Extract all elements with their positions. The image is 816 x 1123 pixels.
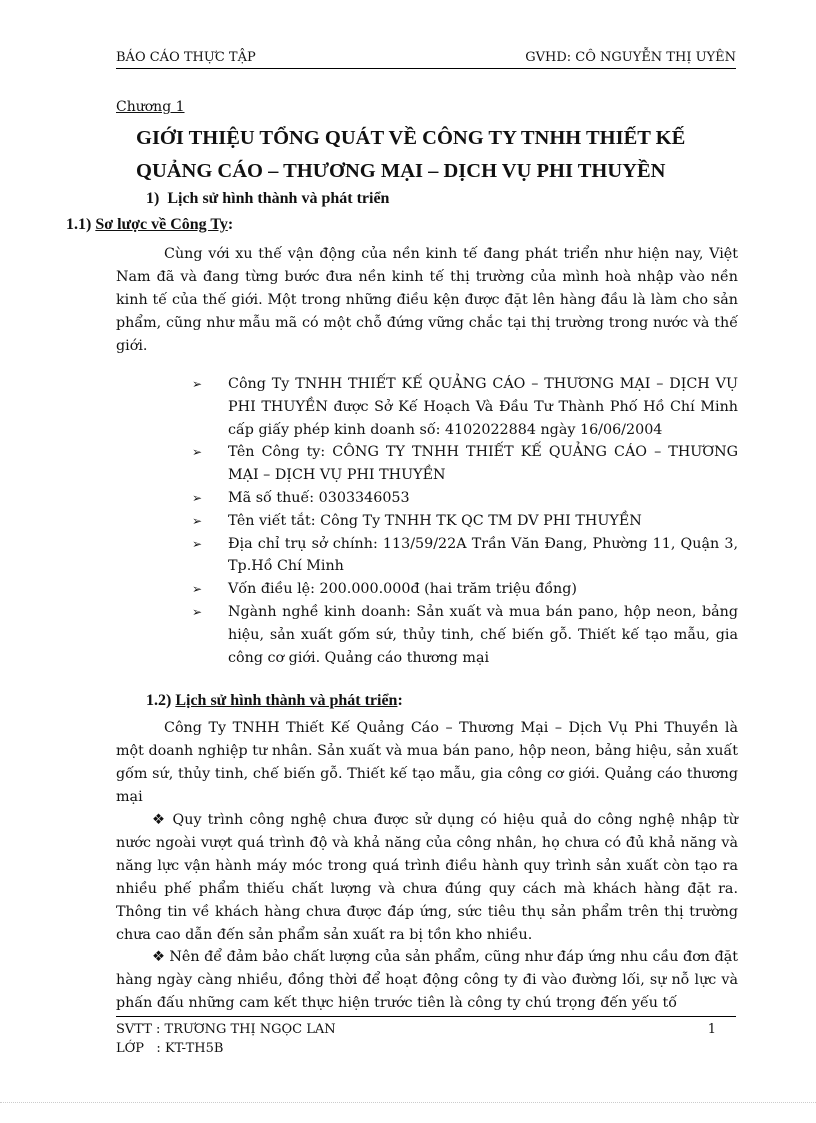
list-item (192, 601, 738, 669)
section-1-1-number: 1.1) (66, 216, 92, 233)
section-1-1-text: Sơ lược về Công Ty (95, 216, 228, 233)
arrow-bullet-icon: ➢ (192, 604, 203, 619)
arrow-bullet-icon: ➢ (192, 445, 203, 460)
header-supervisor: GVHD: CÔ NGUYỄN THỊ UYÊN (525, 50, 736, 65)
page-edge-divider (0, 1102, 816, 1103)
footer-row (116, 1020, 736, 1039)
chapter-title-line-1: GIỚI THIỆU TỔNG QUÁT VỀ CÔNG TY TNHH THIẾT KẾ (136, 127, 686, 149)
list-item (192, 510, 738, 533)
section-1-text: Lịch sử hình thành và phát triển (167, 190, 390, 207)
intro-paragraph: Cùng với xu thế vận động của nền kinh tế đang phát triển như hiện nay, Việt Nam đã và đang từng bước đưa nền kinh tế thị trường của mình hoà nhập vào nền kinh tế của thế giới. Một trong những điều kện được đặt lên hàng đầu là làm cho sản phẩm, cũng như mẫu mã có một chỗ đứng vững chắc tại thị trường trong nước và thế giới. (116, 246, 738, 354)
arrow-bullet-icon: ➢ (192, 513, 203, 528)
list-item-text: Mã số thuế: 0303346053 (228, 489, 410, 506)
point-1-paragraph (116, 809, 738, 947)
point-2-paragraph (116, 946, 738, 1015)
list-item (192, 487, 738, 510)
page-header (116, 50, 736, 69)
history-paragraph: Công Ty TNHH Thiết Kế Quảng Cáo – Thương Mại – Dịch Vụ Phi Thuyền là một doanh nghiệp tư nhân. Sản xuất và mua bán pano, hộp neon, bảng hiệu, sản xuất gốm sứ, thủy tinh, chế biến gỗ. Thiết kế tạo mẫu, gia công cơ giới. Quảng cáo thương mại (116, 720, 738, 805)
point-2-text: Nên để đảm bảo chất lượng của sản phẩm, cũng như đáp ứng nhu cầu đơn đặt hàng ngày càng nhiều, đồng thời để hoạt động công ty đi vào đường lối, sự nỗ lực và phấn đấu những cam kết thực hiện trước tiên là công ty chú trọng đến yếu tố (116, 949, 738, 1011)
section-1-2-colon: : (397, 692, 403, 709)
point-1-text: Quy trình công nghệ chưa được sử dụng có hiệu quả do công nghệ nhập từ nước ngoài vượt quá trình độ và khả năng của công nhân, họ chưa có đủ khả năng và năng lực vận hành máy móc trong quá trình điều hành quy trình sản xuất còn tạo ra nhiều phế phẩm thiếu chất lượng và chưa đúng quy cách mà khách hàng đặt ra. Thông tin về khách hàng chưa được đáp ứng, sức tiêu thụ sản phẩm trên thị trường chưa cao dẫn đến sản phẩm sản xuất ra bị tồn kho nhiều. (116, 812, 738, 943)
arrow-bullet-icon: ➢ (192, 490, 203, 505)
section-1-2-number: 1.2) (146, 692, 172, 709)
list-item (192, 441, 738, 487)
chapter-title-line-2: QUẢNG CÁO – THƯƠNG MẠI – DỊCH VỤ PHI THUYỀN (136, 160, 666, 182)
list-item-text: Tên Công ty: CÔNG TY TNHH THIẾT KẾ QUẢNG CÁO – THƯƠNG MẠI – DỊCH VỤ PHI THUYỀN (228, 444, 738, 484)
page-number: 1 (707, 1022, 716, 1037)
list-item-text: Ngành nghề kinh doanh: Sản xuất và mua bán pano, hộp neon, bảng hiệu, sản xuất gốm sứ, thủy tinh, chế biến gỗ. Thiết kế tạo mẫu, gia công cơ giới. Quảng cáo thương mại (228, 603, 738, 666)
list-item (192, 533, 738, 579)
diamond-bullet-icon: ❖ (152, 812, 167, 828)
footer-class: LỚP : KT-TH5B (116, 1041, 224, 1056)
company-info-list (192, 373, 738, 669)
chapter-label: Chương 1 (116, 99, 185, 115)
section-1-number: 1) (146, 190, 160, 207)
list-item-text: Công Ty TNHH THIẾT KẾ QUẢNG CÁO – THƯƠNG MẠI – DỊCH VỤ PHI THUYỀN được Sở Kế Hoạch Và Đầu Tư Thành Phố Hồ Chí Minh cấp giấy phép kinh doanh số: 4102022884 ngày 16/06/2004 (228, 376, 738, 438)
list-item-text: Tên viết tắt: Công Ty TNHH TK QC TM DV PHI THUYỀN (228, 512, 642, 529)
arrow-bullet-icon: ➢ (192, 582, 203, 597)
page-footer (116, 1016, 736, 1058)
section-1-2-heading (146, 692, 403, 710)
header-report-title: BÁO CÁO THỰC TẬP (116, 50, 256, 65)
chapter-title (136, 122, 756, 188)
arrow-bullet-icon: ➢ (192, 536, 203, 551)
list-item-text: Địa chỉ trụ sở chính: 113/59/22A Trần Văn Đang, Phường 11, Quận 3, Tp.Hồ Chí Minh (228, 535, 738, 575)
section-1-1-heading (66, 216, 233, 234)
footer-student: SVTT : TRƯƠNG THỊ NGỌC LAN (116, 1022, 336, 1037)
arrow-bullet-icon: ➢ (192, 377, 203, 391)
section-1-2-text: Lịch sử hình thành và phát triển (175, 692, 398, 709)
diamond-bullet-icon: ❖ (152, 949, 165, 965)
list-item-text: Vốn điều lệ: 200.000.000đ (hai trăm triệu đồng) (228, 581, 577, 598)
section-1-1-colon: : (227, 216, 234, 233)
list-item (192, 578, 738, 601)
section-1-heading (146, 190, 389, 208)
list-item (192, 373, 738, 441)
